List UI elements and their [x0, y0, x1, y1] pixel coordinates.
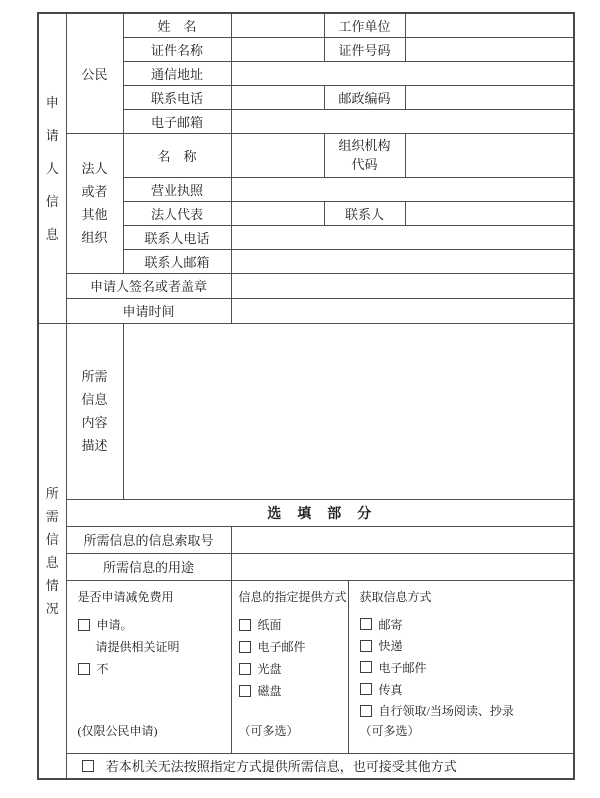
postal-code-input[interactable] — [405, 85, 574, 109]
provide-method-cell — [231, 580, 348, 753]
phone-input[interactable] — [231, 85, 324, 109]
contact-email-label: 联系人邮箱 — [123, 249, 231, 273]
section-needed-info-label — [38, 323, 66, 779]
group-citizen-label: 公民 — [66, 13, 123, 133]
cert-name-input[interactable] — [231, 37, 324, 61]
provide-option-disk-label: 磁盘 — [257, 684, 282, 698]
index-number-label: 所需信息的信息索取号 — [66, 526, 231, 553]
org-code-label-text: 组织机构代码 — [338, 138, 391, 172]
signature-label: 申请人签名或者盖章 — [66, 273, 231, 298]
fee-apply-note — [78, 636, 229, 658]
purpose-input[interactable] — [231, 553, 574, 580]
org-code-label — [324, 133, 405, 177]
fee-option-no-label: 不 — [96, 662, 109, 676]
application-form-table — [37, 12, 575, 780]
checkbox-fee-apply-icon[interactable] — [78, 619, 90, 631]
needed-desc-label-text: 所需信息内容描述 — [81, 369, 108, 453]
fee-footnote: (仅限公民申请) — [77, 723, 158, 738]
obtain-option-self-pickup-label: 自行领取/当场阅读、抄录 — [378, 704, 514, 719]
email-input[interactable] — [231, 109, 574, 133]
checkbox-provide-disk-icon[interactable] — [239, 685, 251, 697]
needed-desc-input[interactable] — [123, 323, 574, 499]
purpose-label: 所需信息的用途 — [66, 553, 231, 580]
checkbox-provide-paper-icon[interactable] — [239, 619, 251, 631]
provide-option-paper-label: 纸面 — [257, 618, 282, 632]
checkbox-fee-no-icon[interactable] — [78, 663, 90, 675]
needed-side-label: 所需信息情况 — [45, 485, 59, 616]
checkbox-obtain-mail-icon[interactable] — [360, 618, 372, 630]
name-input[interactable] — [231, 13, 324, 37]
org-code-input[interactable] — [405, 133, 574, 177]
index-number-input[interactable] — [231, 526, 574, 553]
apply-time-input[interactable] — [231, 298, 574, 323]
contact-phone-label: 联系人电话 — [123, 225, 231, 249]
obtain-option-mail-label: 邮寄 — [378, 617, 403, 632]
obtain-option-fax[interactable] — [360, 678, 572, 700]
provide-option-cd-label: 光盘 — [257, 662, 282, 676]
fee-waiver-cell — [66, 580, 231, 753]
checkbox-fallback-icon[interactable] — [82, 760, 94, 772]
obtain-option-fax-label: 传真 — [378, 682, 403, 697]
address-label: 通信地址 — [123, 61, 231, 85]
applicant-side-label: 申请人信息 — [45, 94, 59, 242]
provide-method-title: 信息的指定提供方式 — [238, 589, 347, 604]
contact-email-input[interactable] — [231, 249, 574, 273]
contact-person-label: 联系人 — [324, 201, 405, 225]
postal-code-label: 邮政编码 — [324, 85, 405, 109]
checkbox-obtain-self-pickup-icon[interactable] — [360, 705, 372, 717]
provide-option-disk[interactable] — [239, 680, 346, 702]
fallback-method-row — [66, 753, 574, 779]
checkbox-obtain-express-icon[interactable] — [360, 640, 372, 652]
signature-input[interactable] — [231, 273, 574, 298]
checkbox-provide-email-icon[interactable] — [239, 641, 251, 653]
provide-footnote: （可多选） — [238, 723, 299, 738]
checkbox-obtain-email-icon[interactable] — [360, 661, 372, 673]
work-unit-input[interactable] — [405, 13, 574, 37]
contact-person-input[interactable] — [405, 201, 574, 225]
section-applicant-info-label — [38, 13, 66, 323]
fee-waiver-title: 是否申请减免费用 — [77, 589, 174, 604]
checkbox-provide-cd-icon[interactable] — [239, 663, 251, 675]
email-label: 电子邮箱 — [123, 109, 231, 133]
provide-option-paper[interactable] — [239, 614, 346, 636]
obtain-option-email-label: 电子邮件 — [378, 660, 427, 675]
provide-option-cd[interactable] — [239, 658, 346, 680]
group-legal-entity-label — [66, 133, 123, 273]
obtain-footnote: （可多选） — [359, 723, 420, 738]
fee-apply-note-label: 请提供相关证明 — [95, 640, 180, 654]
business-license-label: 营业执照 — [123, 177, 231, 201]
obtain-option-self-pickup[interactable] — [360, 700, 572, 722]
provide-option-email-label: 电子邮件 — [257, 640, 306, 654]
obtain-option-express[interactable] — [360, 635, 572, 657]
fee-option-apply-label: 申请。 — [96, 618, 133, 632]
contact-phone-input[interactable] — [231, 225, 574, 249]
legal-entity-label-text: 法人或者其他组织 — [81, 161, 108, 245]
org-name-input[interactable] — [231, 133, 324, 177]
address-input[interactable] — [231, 61, 574, 85]
fee-option-no[interactable] — [78, 658, 229, 680]
obtain-method-cell — [348, 580, 574, 753]
obtain-method-title: 获取信息方式 — [359, 589, 432, 604]
obtain-option-express-label: 快递 — [378, 639, 403, 654]
legal-rep-label: 法人代表 — [123, 201, 231, 225]
cert-no-input[interactable] — [405, 37, 574, 61]
apply-time-label: 申请时间 — [66, 298, 231, 323]
optional-section-header: 选 填 部 分 — [66, 499, 574, 526]
needed-desc-label — [66, 323, 123, 499]
fee-option-apply[interactable] — [78, 614, 229, 636]
org-name-label: 名 称 — [123, 133, 231, 177]
business-license-input[interactable] — [231, 177, 574, 201]
checkbox-obtain-fax-icon[interactable] — [360, 683, 372, 695]
cert-name-label: 证件名称 — [123, 37, 231, 61]
name-label: 姓 名 — [123, 13, 231, 37]
fallback-note-label: 若本机关无法按照指定方式提供所需信息，也可接受其他方式 — [105, 759, 457, 775]
cert-no-label: 证件号码 — [324, 37, 405, 61]
provide-option-email[interactable] — [239, 636, 346, 658]
phone-label: 联系电话 — [123, 85, 231, 109]
legal-rep-input[interactable] — [231, 201, 324, 225]
obtain-option-email[interactable] — [360, 657, 572, 679]
obtain-option-mail[interactable] — [360, 614, 572, 636]
work-unit-label: 工作单位 — [324, 13, 405, 37]
